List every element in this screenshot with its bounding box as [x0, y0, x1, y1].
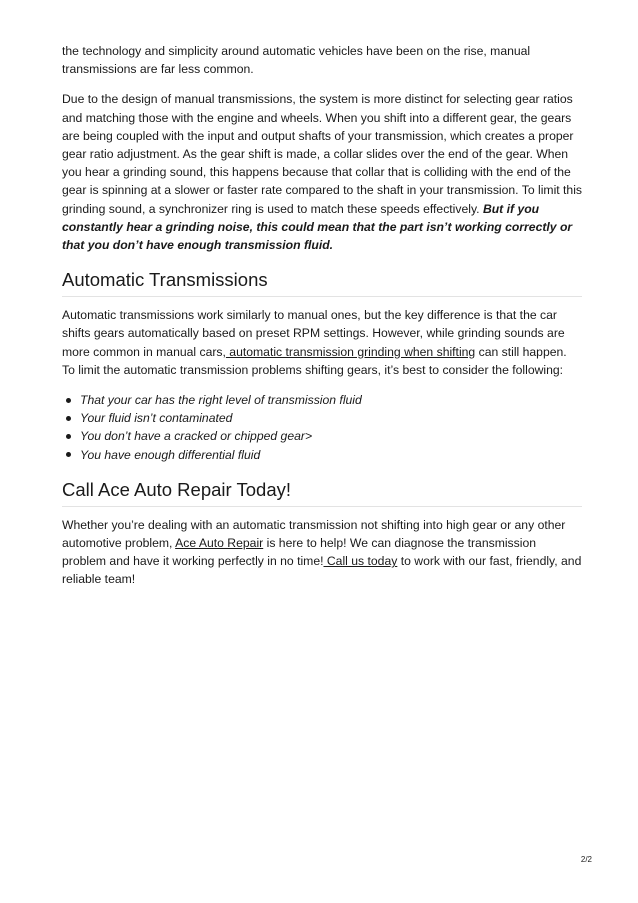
call-paragraph-text-before: Whether you’re dealing with an automatic transmission not shifting into high gear or any other automotive problem,: [62, 517, 566, 551]
list-item: [80, 391, 582, 409]
bullet-icon: [66, 452, 71, 457]
intro-paragraph-2-emphasis: But if you constantly hear a grinding noise, this could mean that the part isn’t working correctly or that you don’t have enough transmission fluid.: [62, 201, 573, 253]
grinding-when-shifting-link[interactable]: automatic transmission grinding when shifting: [225, 344, 476, 359]
call-paragraph-text-after: to work with our fast, friendly, and reliable team!: [62, 554, 582, 587]
list-item: [80, 427, 582, 445]
intro-paragraph-2-text: Due to the design of manual transmissions, the system is more distinct for selecting gear ratios and matching those with the engine and wheels. When you shift into a different gear, the gears are being coupled with the input and output shafts of your transmission, which creates a proper gear ratio adjustment. As the gear shift is made, a collar slides over the end of the gear. When you hear a grinding sound, this happens because that collar that is colliding with the end of the gear is spinning at a slower or faster rate compared to the shaft in your transmission. To limit this grinding sound, a synchronizer ring is used to match these speeds effectively.: [62, 92, 583, 216]
automatic-transmissions-heading: Automatic Transmissions: [62, 268, 582, 297]
bullet-icon: [66, 434, 71, 439]
list-item-text: You have enough differential fluid: [80, 447, 261, 462]
list-item-text: That your car has the right level of transmission fluid: [80, 393, 362, 408]
call-ace-heading: Call Ace Auto Repair Today!: [62, 478, 582, 507]
automatic-paragraph-text-after: can still happen. To limit the automatic transmission problems shifting gears, it’s best to consider the following:: [62, 344, 567, 377]
call-paragraph: [62, 516, 582, 589]
page-number: 2/2: [580, 855, 592, 864]
call-paragraph-text-between: is here to help! We can diagnose the transmission problem and have it working perfectly in no time!: [62, 536, 537, 569]
automatic-paragraph: [62, 306, 582, 379]
bullet-icon: [66, 398, 71, 403]
automatic-paragraph-text-before: Automatic transmissions work similarly to manual ones, but the key difference is that the car shifts gears automatically based on preset RPM settings. However, while grinding sounds are more common in manual cars,: [62, 308, 565, 359]
bullet-icon: [66, 416, 71, 421]
ace-auto-repair-link[interactable]: Ace Auto Repair: [175, 536, 264, 551]
call-us-today-link[interactable]: Call us today: [323, 554, 398, 569]
intro-paragraph-2: [62, 90, 582, 254]
list-item: [80, 409, 582, 427]
list-item: [80, 446, 582, 464]
list-item-text: You don’t have a cracked or chipped gear>: [80, 429, 313, 444]
document-page: [62, 42, 582, 601]
intro-paragraph-1: the technology and simplicity around automatic vehicles have been on the rise, manual transmissions are far less common.: [62, 44, 531, 77]
considerations-list: [62, 391, 582, 464]
list-item-text: Your fluid isn’t contaminated: [80, 411, 233, 426]
